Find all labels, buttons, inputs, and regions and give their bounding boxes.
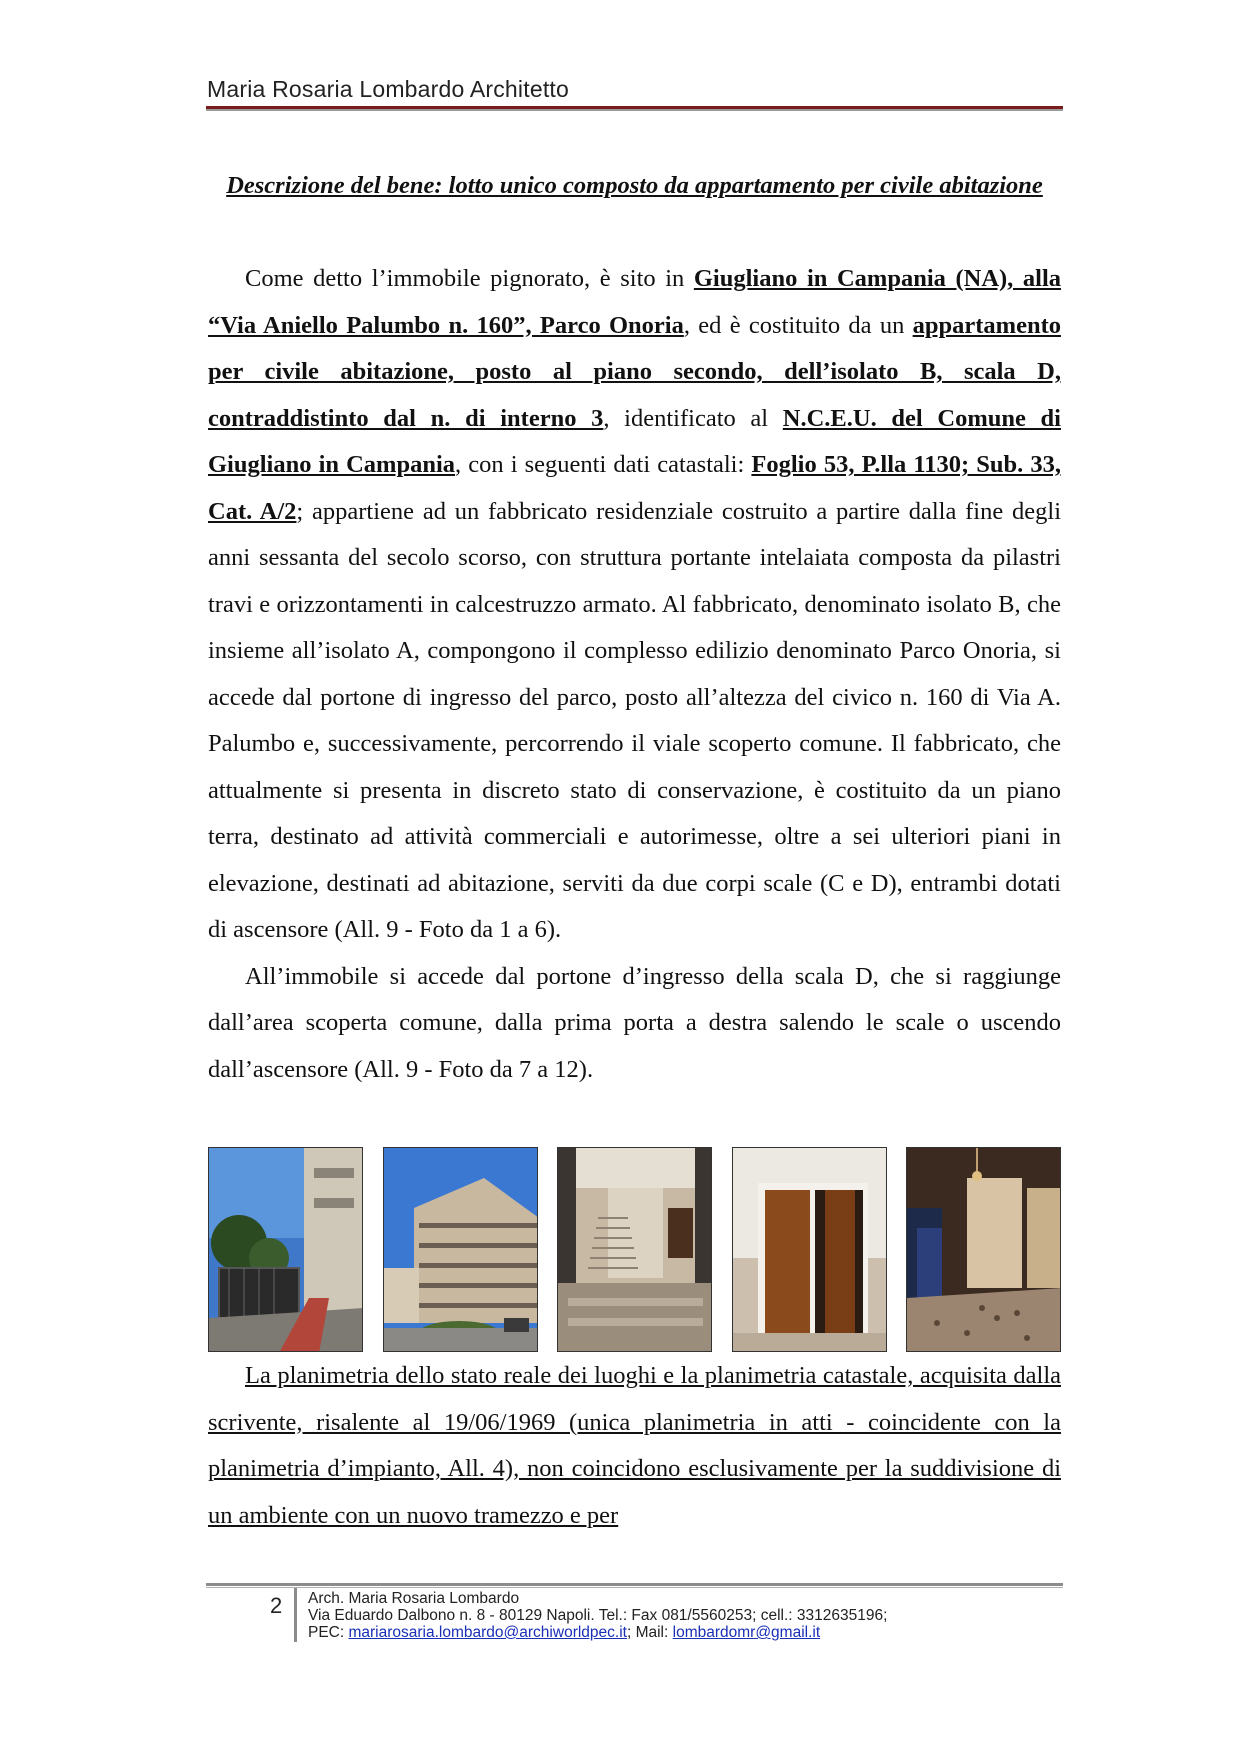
paragraph-access: All’immobile si accede dal portone d’ingresso della scala D, che si raggiunge dall’area scoperta comune, dalla prima porta a destra salendo le scale o uscendo dall’ascensore (All. 9 - Foto da 7 a 12).: [208, 962, 1061, 1083]
footer-name: Arch. Maria Rosaria Lombardo: [308, 1590, 520, 1607]
paragraph-description: [208, 256, 1061, 954]
p1-text-5: ; appartiene ad un fabbricato residenziale costruito a partire dalla fine degli anni sessanta del secolo scorso, con struttura portante intelaiata composta da pilastri travi e orizzontamenti in calcestruzzo armato. Al fabbricato, denominato isolato B, che insieme all’isolato A, compongono il complesso edilizio denominato Parco Onoria, si accede dal portone di ingresso del parco, posto all’altezza del civico n. 160 di Via A. Palumbo e, successivamente, percorrendo il viale scoperto comune. Il fabbricato, che attualmente si presenta in discreto stato di conservazione, è costituito da un piano terra, destinato ad attività commerciali e autorimesse, oltre a sei ulteriori piani in elevazione, destinati ad abitazione, serviti da due corpi scale (C e D), entrambi dotati di ascensore (All. 9 - Foto da 1 a 6).: [208, 497, 1062, 943]
p1-text-2: , ed è costituito da un: [683, 311, 913, 339]
section-heading: Descrizione del bene: lotto unico composto da appartamento per civile abitazione: [226, 172, 1043, 199]
footer-vertical-bar: [294, 1588, 297, 1642]
page-number: 2: [270, 1593, 283, 1618]
footer-divider-secondary: [206, 1587, 1063, 1588]
photo-building-facade: [383, 1147, 538, 1352]
mail-email-link[interactable]: lombardomr@gmail.it: [672, 1624, 821, 1641]
page-header-title: Maria Rosaria Lombardo Architetto: [207, 76, 569, 102]
photo-building-exterior-gate: [208, 1147, 363, 1352]
p1-text-4: , con i seguenti dati catastali:: [455, 451, 752, 478]
p1-text-3: , identificato al: [603, 404, 783, 432]
pec-email-link[interactable]: mariarosaria.lombardo@archiworldpec.it: [348, 1624, 627, 1641]
p1-apartment: appartamento per civile abitazione, posto al piano secondo, dell’isolato B, scala D, contraddistinto dal n. di interno 3: [208, 311, 1061, 432]
photo-apartment-interior: [906, 1147, 1061, 1352]
footer-emails: [308, 1624, 887, 1641]
footer-contact: [308, 1590, 887, 1641]
p1-address: Giugliano in Campania (NA), alla “Via Aniello Palumbo n. 160”, Parco Onoria: [208, 265, 1061, 339]
footer-divider: [206, 1583, 1063, 1586]
p1-registry: N.C.E.U. del Comune di Giugliano in Campania: [208, 404, 1061, 478]
footer-address: Via Eduardo Dalbono n. 8 - 80129 Napoli. Tel.: Fax 081/5560253; cell.: 3312635196;: [308, 1607, 888, 1624]
body-text-bottom: [208, 1353, 1061, 1539]
paragraph-floor-plan: La planimetria dello stato reale dei luoghi e la planimetria catastale, acquisita dalla scrivente, risalente al 19/06/1969 (unica planimetria in atti - coincidente con la planimetria d’impianto, All. 4), non coincidono esclusivamente per la suddivisione di un ambiente con un nuovo tramezzo e per: [208, 1362, 1061, 1529]
photo-apartment-door: [732, 1147, 887, 1352]
photo-stairwell-entrance: [557, 1147, 712, 1352]
mail-label: ; Mail:: [626, 1624, 673, 1641]
p1-cadastral-data: Foglio 53, P.lla 1130; Sub. 33, Cat. A/2: [208, 451, 1062, 525]
header-divider-secondary: [206, 109, 1063, 111]
body-text-top: [208, 256, 1061, 1093]
p1-text-1: Come detto l’immobile pignorato, è sito in: [245, 265, 694, 292]
pec-label: PEC:: [308, 1624, 349, 1641]
photo-strip: [208, 1147, 1061, 1354]
